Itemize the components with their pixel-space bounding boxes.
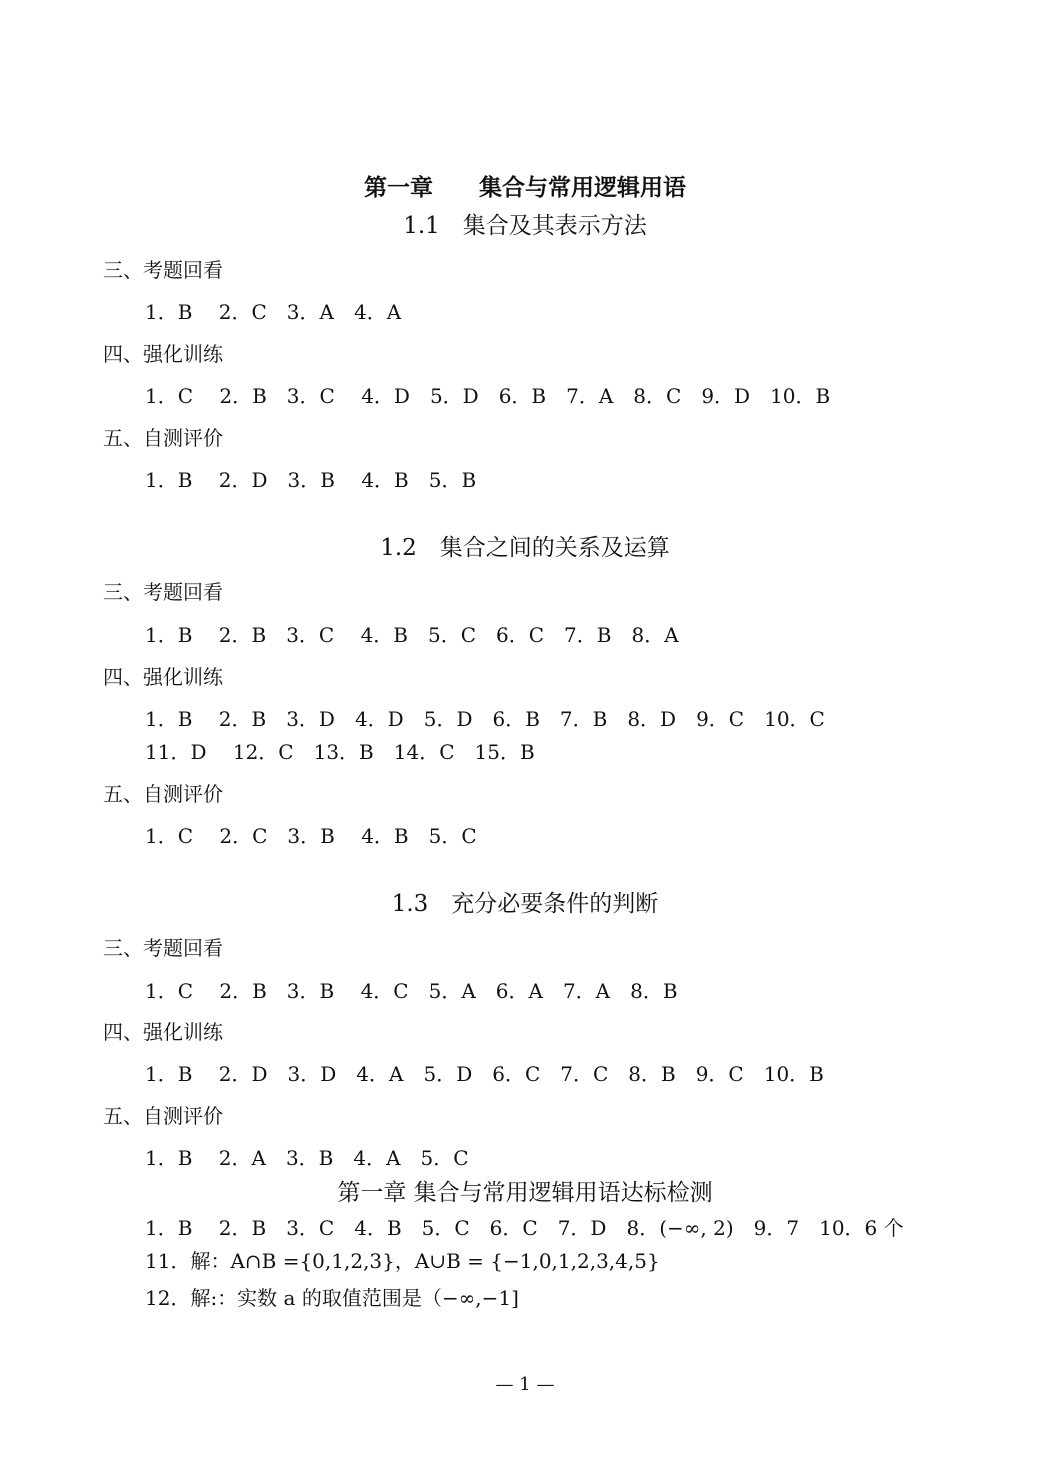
answer-line: 1．B 2．D 3．D 4．A 5．D 6．C 7．C 8．B 9．C 10．B bbox=[145, 1062, 824, 1086]
section-title: 1.1 集合及其表示方法 bbox=[403, 213, 647, 239]
part-heading: 三、考题回看 bbox=[103, 580, 223, 604]
part-heading: 三、考题回看 bbox=[103, 258, 223, 282]
section-title: 1.3 充分必要条件的判断 bbox=[391, 891, 659, 917]
answer-line: 11．D 12．C 13．B 14．C 15．B bbox=[145, 740, 535, 764]
answer-line: 1．C 2．C 3．B 4．B 5．C bbox=[145, 824, 477, 848]
answer-line: 1．B 2．A 3．B 4．A 5．C bbox=[145, 1146, 469, 1170]
answer-line: 1．C 2．B 3．C 4．D 5．D 6．B 7．A 8．C 9．D 10．B bbox=[145, 384, 831, 408]
chapter-title: 第一章 集合与常用逻辑用语 bbox=[364, 174, 686, 201]
part-heading: 三、考题回看 bbox=[103, 936, 223, 960]
part-heading: 五、自测评价 bbox=[103, 1104, 223, 1128]
test-title: 第一章 集合与常用逻辑用语达标检测 bbox=[337, 1180, 713, 1206]
part-heading: 四、强化训练 bbox=[103, 342, 223, 366]
answer-line: 1．B 2．B 3．C 4．B 5．C 6．C 7．B 8．A bbox=[145, 623, 679, 647]
section-title: 1.2 集合之间的关系及运算 bbox=[380, 535, 670, 561]
part-heading: 五、自测评价 bbox=[103, 782, 223, 806]
answer-line: 1．B 2．D 3．B 4．B 5．B bbox=[145, 468, 477, 492]
answer-line: 12．解:：实数 a 的取值范围是（−∞,−1] bbox=[145, 1286, 519, 1310]
part-heading: 四、强化训练 bbox=[103, 1020, 223, 1044]
answer-line: 1．C 2．B 3．B 4．C 5．A 6．A 7．A 8．B bbox=[145, 979, 678, 1003]
answer-line: 1．B 2．C 3．A 4．A bbox=[145, 300, 402, 324]
answer-line: 1．B 2．B 3．C 4．B 5．C 6．C 7．D 8．(−∞, 2) 9．7 10．6 个 bbox=[145, 1216, 904, 1240]
answer-line: 11．解：A∩B ={0,1,2,3}，A∪B = {−1,0,1,2,3,4,5} bbox=[145, 1249, 660, 1273]
part-heading: 四、强化训练 bbox=[103, 665, 223, 689]
part-heading: 五、自测评价 bbox=[103, 426, 223, 450]
answer-line: 1．B 2．B 3．D 4．D 5．D 6．B 7．B 8．D 9．C 10．C bbox=[145, 707, 825, 731]
page-number: — 1 — bbox=[495, 1374, 555, 1395]
